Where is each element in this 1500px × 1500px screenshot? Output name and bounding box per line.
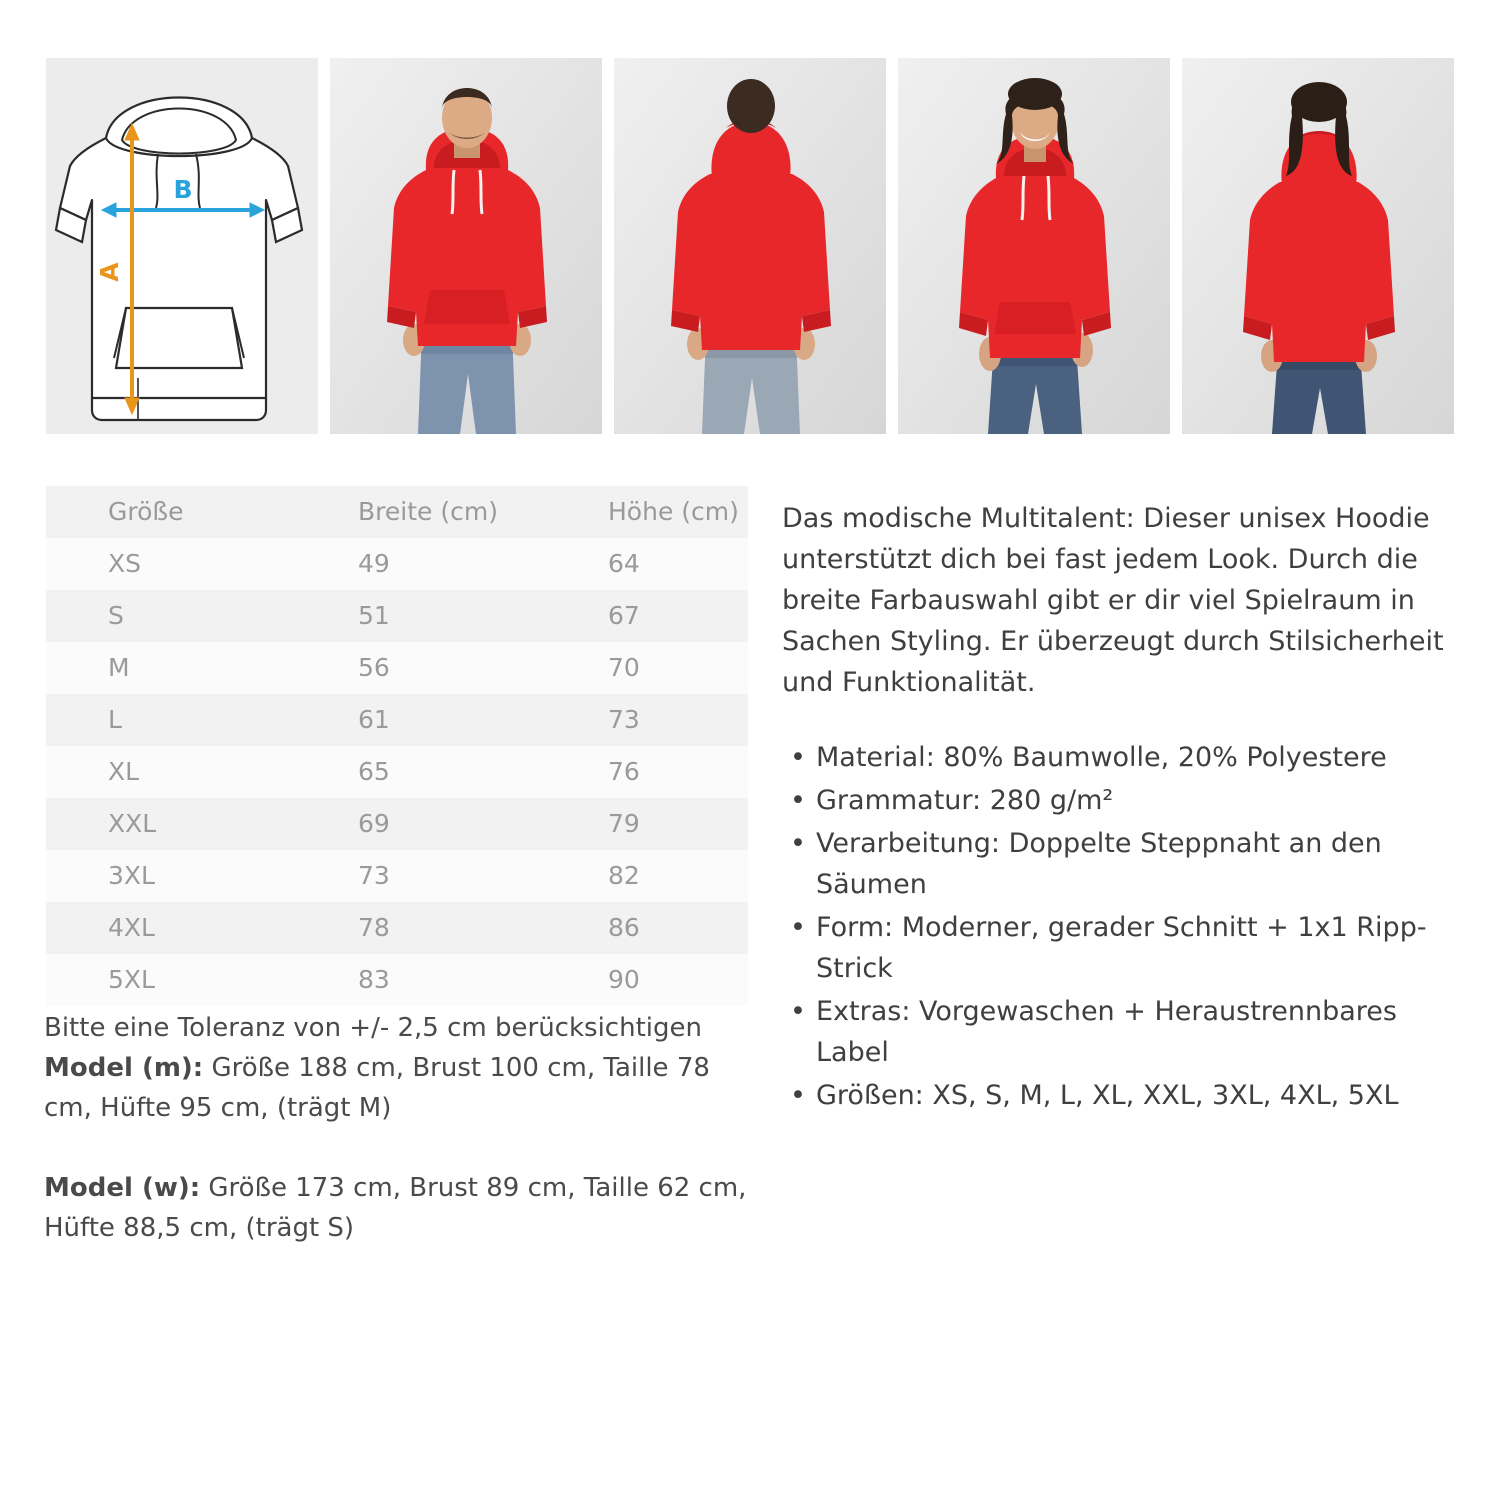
cell-size: XS	[108, 549, 141, 578]
model-female-note	[44, 1168, 756, 1248]
bullet-icon: •	[790, 1080, 806, 1111]
list-item	[782, 1075, 1458, 1116]
table-row	[46, 642, 748, 694]
cell-height: 67	[608, 601, 640, 630]
cell-height: 64	[608, 549, 640, 578]
list-item	[782, 737, 1458, 778]
measure-b-label: B	[173, 175, 193, 204]
technical-drawing-image[interactable]	[46, 58, 318, 434]
cell-size: M	[108, 653, 130, 682]
cell-width: 69	[358, 809, 390, 838]
feature-text: Verarbeitung: Doppelte Steppnaht an den Säumen	[816, 828, 1382, 900]
table-row	[46, 538, 748, 590]
notes-spacer	[44, 1128, 756, 1168]
cell-width: 65	[358, 757, 390, 786]
model-male-label: Model (m):	[44, 1053, 204, 1083]
feature-text: Material: 80% Baumwolle, 20% Polyestere	[816, 742, 1387, 773]
cell-size: 4XL	[108, 913, 155, 942]
feature-text: Grammatur: 280 g/m²	[816, 785, 1114, 816]
model-male-front-image[interactable]	[330, 58, 602, 434]
model-female-label: Model (w):	[44, 1173, 201, 1203]
feature-text: Extras: Vorgewaschen + Heraustrennbares Label	[816, 996, 1397, 1068]
feature-text: Form: Moderner, gerader Schnitt + 1x1 Ripp-Strick	[816, 912, 1427, 984]
cell-height: 86	[608, 913, 640, 942]
cell-width: 51	[358, 601, 390, 630]
product-description-text: Das modische Multitalent: Dieser unisex Hoodie unterstützt dich bei fast jedem Look. Durch die breite Farbauswahl gibt er dir viel Spielraum in Sachen Styling. Er überzeugt durch Stilsicherheit und Funktionalität.	[782, 503, 1444, 698]
list-item	[782, 780, 1458, 821]
column-header-width: Breite (cm)	[296, 486, 546, 538]
cell-size: L	[108, 705, 122, 734]
model-female-text: Größe 173 cm, Brust 89 cm, Taille 62 cm, Hüfte 88,5 cm, (trägt S)	[44, 1173, 747, 1243]
cell-size: 3XL	[108, 861, 155, 890]
model-female-back-image[interactable]	[1182, 58, 1454, 434]
cell-width: 83	[358, 965, 390, 994]
bullet-icon: •	[790, 742, 806, 773]
model-male-back-image[interactable]	[614, 58, 886, 434]
cell-size: XXL	[108, 809, 157, 838]
table-row	[46, 850, 748, 902]
measure-a-label: A	[95, 262, 124, 282]
cell-width: 56	[358, 653, 390, 682]
column-header-height: Höhe (cm)	[546, 486, 748, 538]
cell-height: 79	[608, 809, 640, 838]
cell-height: 82	[608, 861, 640, 890]
cell-size: XL	[108, 757, 140, 786]
cell-height: 90	[608, 965, 640, 994]
feature-text: Größen: XS, S, M, L, XL, XXL, 3XL, 4XL, 5XL	[816, 1080, 1399, 1111]
model-male-note	[44, 1048, 756, 1128]
cell-width: 61	[358, 705, 390, 734]
product-feature-list	[782, 737, 1458, 1116]
product-image-gallery	[46, 58, 1454, 434]
cell-size: S	[108, 601, 124, 630]
measurement-notes	[44, 1008, 756, 1248]
cell-width: 78	[358, 913, 390, 942]
bullet-icon: •	[790, 996, 806, 1027]
size-table	[46, 486, 748, 1006]
model-female-front-image[interactable]	[898, 58, 1170, 434]
table-row	[46, 694, 748, 746]
column-header-size: Größe	[46, 486, 296, 538]
cell-size: 5XL	[108, 965, 155, 994]
cell-height: 73	[608, 705, 640, 734]
table-header-row	[46, 486, 748, 538]
table-row	[46, 798, 748, 850]
table-row	[46, 902, 748, 954]
tolerance-note: Bitte eine Toleranz von +/- 2,5 cm berücksichtigen	[44, 1013, 702, 1043]
cell-height: 70	[608, 653, 640, 682]
table-row	[46, 954, 748, 1006]
cell-width: 49	[358, 549, 390, 578]
bullet-icon: •	[790, 785, 806, 816]
cell-width: 73	[358, 861, 390, 890]
list-item	[782, 823, 1458, 905]
list-item	[782, 991, 1458, 1073]
bullet-icon: •	[790, 828, 806, 859]
product-description-column	[782, 498, 1458, 1118]
list-item	[782, 907, 1458, 989]
table-row	[46, 590, 748, 642]
table-row	[46, 746, 748, 798]
model-male-text: Größe 188 cm, Brust 100 cm, Taille 78 cm, Hüfte 95 cm, (trägt M)	[44, 1053, 710, 1123]
cell-height: 76	[608, 757, 640, 786]
bullet-icon: •	[790, 912, 806, 943]
